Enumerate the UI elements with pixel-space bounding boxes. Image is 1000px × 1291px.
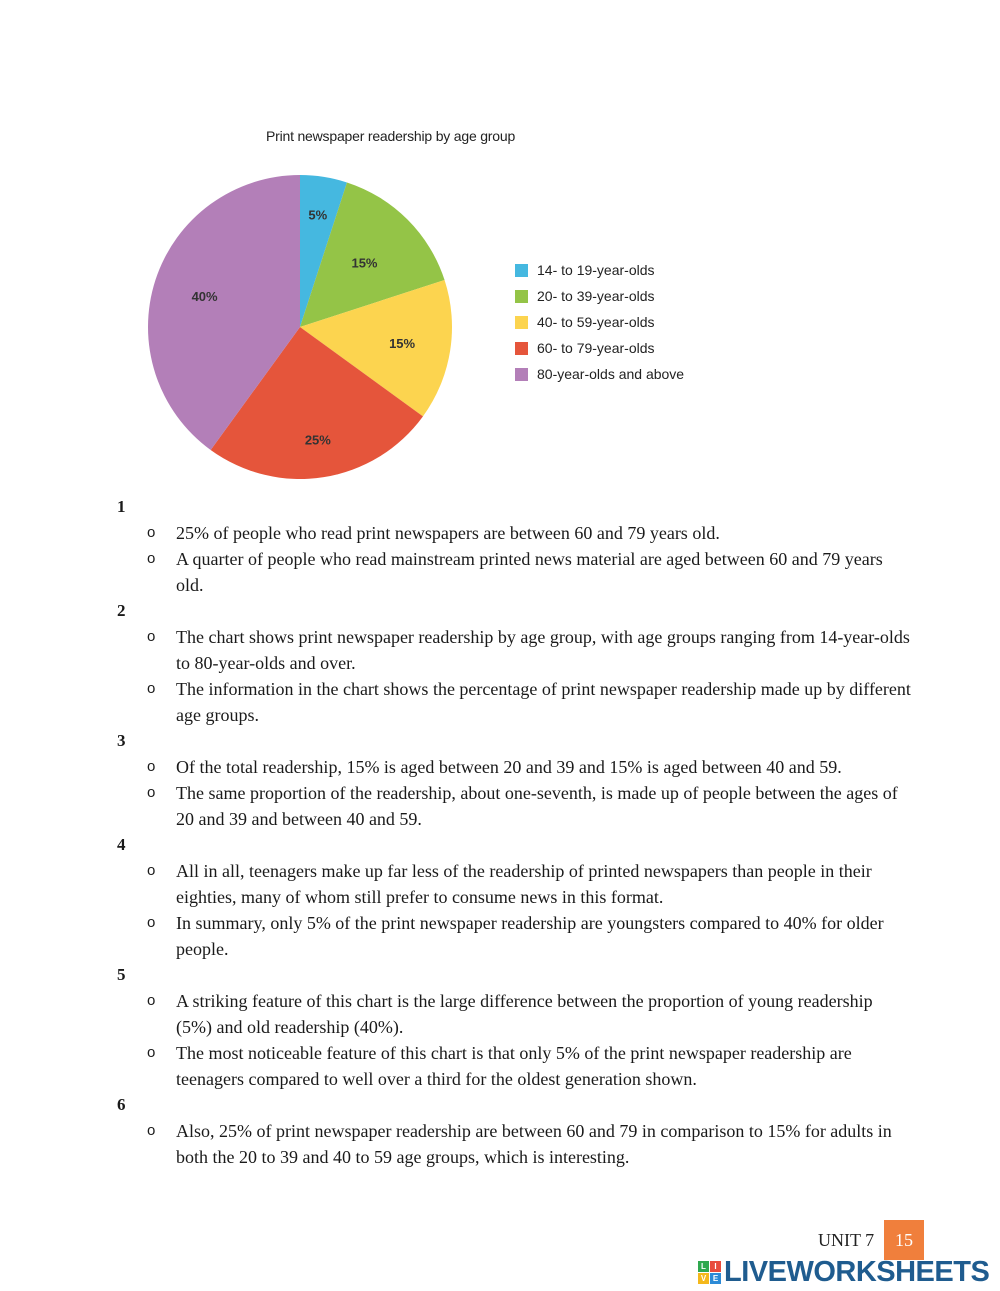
legend-item	[515, 361, 684, 387]
option-radio-icon[interactable]: o	[147, 914, 156, 931]
pie-chart	[140, 165, 470, 495]
legend-swatch	[515, 368, 528, 381]
question-number: 2	[117, 601, 126, 620]
answer-option[interactable]	[0, 988, 1000, 1040]
slice-label-2: 15%	[351, 255, 378, 271]
chart-legend	[515, 257, 684, 387]
question	[0, 728, 1000, 832]
question-number: 1	[117, 497, 126, 516]
question-number: 4	[117, 835, 126, 854]
option-text: Also, 25% of print newspaper readership are between 60 and 79 in comparison to 15% for adults in both the 20 to 39 and 40 to 59 age groups, which is interesting.	[176, 1121, 892, 1167]
answer-option[interactable]	[0, 624, 1000, 676]
option-radio-icon[interactable]: o	[147, 550, 156, 567]
legend-swatch	[515, 342, 528, 355]
slice-label-1: 5%	[308, 207, 328, 223]
answer-option[interactable]	[0, 546, 1000, 598]
question	[0, 494, 1000, 598]
option-radio-icon[interactable]: o	[147, 758, 156, 775]
option-text: All in all, teenagers make up far less of the readership of printed newspapers than people in their eighties, many of whom still prefer to consume news in this format.	[176, 861, 872, 907]
answer-option[interactable]	[0, 1118, 1000, 1170]
answer-option[interactable]	[0, 676, 1000, 728]
page-number-badge: 15	[884, 1220, 924, 1260]
option-radio-icon[interactable]: o	[147, 862, 156, 879]
option-radio-icon[interactable]: o	[147, 628, 156, 645]
question	[0, 962, 1000, 1092]
question	[0, 598, 1000, 728]
legend-swatch	[515, 290, 528, 303]
legend-item	[515, 257, 684, 283]
option-radio-icon[interactable]: o	[147, 992, 156, 1009]
option-text: A striking feature of this chart is the large difference between the proportion of young readership (5%) and old readership (40%).	[176, 991, 873, 1037]
brand-mark-cell: I	[710, 1261, 721, 1272]
answer-option[interactable]	[0, 754, 1000, 780]
legend-item	[515, 283, 684, 309]
question-number: 5	[117, 965, 126, 984]
option-text: 25% of people who read print newspapers are between 60 and 79 years old.	[176, 523, 720, 543]
legend-swatch	[515, 316, 528, 329]
brand-mark-icon	[698, 1261, 721, 1284]
answer-option[interactable]	[0, 858, 1000, 910]
liveworksheets-logo[interactable]	[698, 1256, 989, 1289]
option-text: The chart shows print newspaper readership by age group, with age groups ranging from 14-year-olds to 80-year-olds and over.	[176, 627, 910, 673]
option-text: A quarter of people who read mainstream printed news material are aged between 60 and 79 years old.	[176, 549, 883, 595]
option-text: The information in the chart shows the percentage of print newspaper readership made up by different age groups.	[176, 679, 911, 725]
slice-label-3: 15%	[389, 336, 416, 352]
answer-option[interactable]	[0, 910, 1000, 962]
slice-label-5: 40%	[191, 288, 218, 304]
legend-swatch	[515, 264, 528, 277]
brand-text: LIVEWORKSHEETS	[724, 1256, 990, 1288]
question-list	[0, 494, 1000, 1170]
legend-item	[515, 309, 684, 335]
option-text: In summary, only 5% of the print newspaper readership are youngsters compared to 40% for older people.	[176, 913, 884, 959]
brand-mark-cell: V	[698, 1273, 709, 1284]
question-number: 3	[117, 731, 126, 750]
legend-label: 60- to 79-year-olds	[537, 340, 655, 356]
legend-label: 20- to 39-year-olds	[537, 288, 655, 304]
brand-mark-cell: E	[710, 1273, 721, 1284]
question-number: 6	[117, 1095, 126, 1114]
question	[0, 832, 1000, 962]
chart-title: Print newspaper readership by age group	[266, 128, 516, 144]
brand-mark-cell: L	[698, 1261, 709, 1272]
answer-option[interactable]	[0, 520, 1000, 546]
option-radio-icon[interactable]: o	[147, 1122, 156, 1139]
legend-label: 14- to 19-year-olds	[537, 262, 655, 278]
option-radio-icon[interactable]: o	[147, 1044, 156, 1061]
legend-label: 80-year-olds and above	[537, 366, 685, 382]
option-radio-icon[interactable]: o	[147, 524, 156, 541]
option-text: Of the total readership, 15% is aged between 20 and 39 and 15% is aged between 40 and 59.	[176, 757, 842, 777]
unit-label: UNIT 7	[818, 1230, 875, 1250]
legend-label: 40- to 59-year-olds	[537, 314, 655, 330]
legend-item	[515, 335, 684, 361]
option-text: The most noticeable feature of this chart is that only 5% of the print newspaper readership are teenagers compared to well over a third for the oldest generation shown.	[176, 1043, 852, 1089]
question	[0, 1092, 1000, 1170]
slice-label-4: 25%	[304, 432, 331, 448]
option-radio-icon[interactable]: o	[147, 784, 156, 801]
answer-option[interactable]	[0, 1040, 1000, 1092]
option-radio-icon[interactable]: o	[147, 680, 156, 697]
answer-option[interactable]	[0, 780, 1000, 832]
option-text: The same proportion of the readership, about one-seventh, is made up of people between the ages of 20 and 39 and between 40 and 59.	[176, 783, 898, 829]
